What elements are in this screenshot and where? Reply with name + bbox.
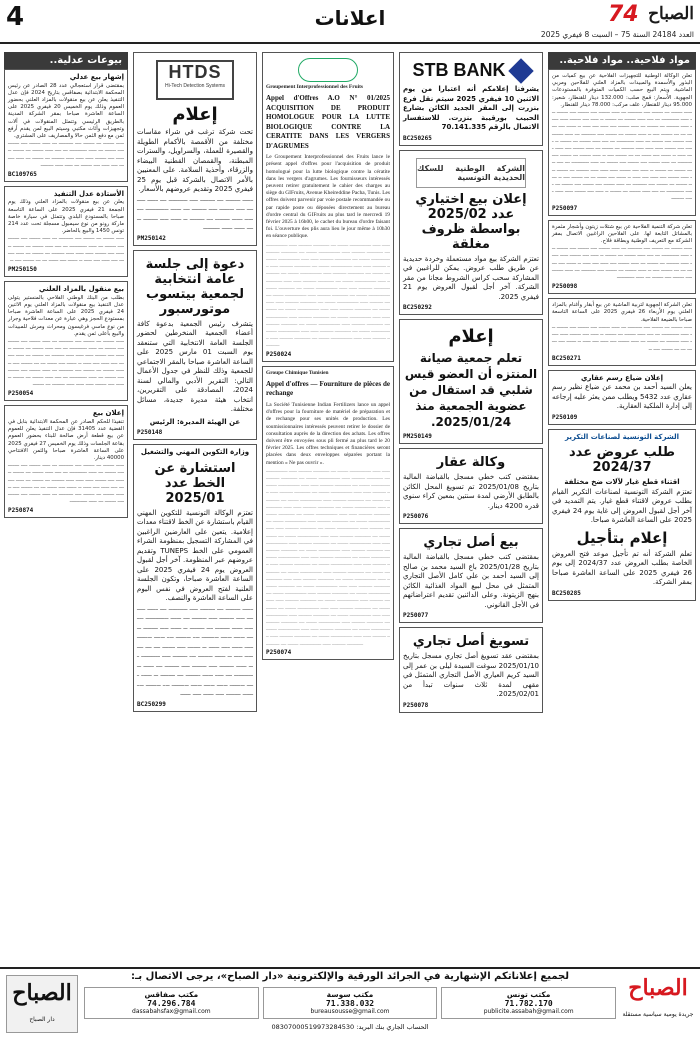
notice-text-filler: ـــــ ـــــــ ـــ ـــــــ ــــ ـــــــــ ـــ ـــــ ـــــــ ــــ ـــــــ ــــ ـــــــ ـــ ـــــ ـــــــــــ ـــ ــــ ـــــ ـــــــ ـــ ـــــــ ــ ـــــ ــــ ـــــــ ـــــ ـــــ ـــــ ــــــــ ـــ ـــــــ ـــ ـــــ ـــــــ ــــ ـــــ ــــ ـــــ ــ ــــــ ــــ ــــــ ـــ ـــ ـــــــ ــــ ــ [8, 235, 124, 264]
ad-body: يشرفنا إعلامكم أنه اعتبارا من يوم الاثنين 10 فيفري 2025 سيتم نقل فرع بنزرت إلى المقر الجديد الكائن بشارع الحبيب بورقيبة بنزرت. للاستفسار الاتصال بالرقم 70.141.335 [403, 85, 539, 131]
ad-body: تعتزم الشركة بيع مواد مستعملة وخردة حديدية عن طريق طلب عروض. يمكن للراغبين في المشاركة سحب كراس الشروط مجانا من مقر الشركة. آخر أجل لقبول العروض يوم 21 فيفري 2025. [403, 254, 539, 301]
notice-text-filler: ـــــ ـــــــ ـــ ـــــــ ــــ ـــــــــ ـــ ـــــ ـــــــ ــــ ـــــــ ــــ ـــــــ ـــ ـــــ ـــــــــــ ـــ ــــ ـــــ ـــــــ ـــ ـــــــ ــ ـــــ ــــ ـــــــ ـــــ ـــــ ـــــ ــــــــ ـــ ـــــــ ـــ ـــــ ـــــــ ــــ ـــــ ــــ ـــــــ ـــ ـــــ ـــــ ــــــــ [8, 140, 124, 168]
column-ads-4 [399, 52, 543, 717]
notice-body: يعلن عن بيع منقولات بالمزاد العلني وذلك يوم الجمعة 21 فيفري 2025 على الساعة التاسعة صباحا بالمستودع البلدي وتتمثل في سيارة خاصة ماركة رونو من نوع سيمبول مسجلة تحت عدد 214 تونس 1450 والبيع بالحاضر. [8, 199, 124, 235]
office-name: مكتب سوسة [326, 990, 374, 999]
ad-reference: P250078 [403, 701, 429, 709]
issue-line: العدد 24184 السنة 75 – السبت 8 فيفري 2025 [540, 30, 694, 39]
notice-judicial-sale [4, 69, 128, 182]
gifruits-logo [298, 58, 358, 82]
ad-body: بمقتضى عقد تسويغ أصل تجاري مسجل بتاريخ 2025/01/10 سوغت السيدة ليلى بن عمر إلى السيد كريم العياري الأصل التجاري المتمثل في مقهى لمدة ثلاث سنوات تبدأ من 2025/02/01. [403, 652, 539, 698]
office-list [84, 987, 616, 1019]
notice-judicial-sale [4, 405, 128, 518]
column-judicial-sales [4, 52, 128, 522]
notice-judicial-sale [4, 281, 128, 401]
page-header [0, 0, 700, 44]
notice-body: يعلن السيد أحمد بن محمد عن ضياع نظير رسم عقاري عدد 5432 ويطلب ممن يعثر عليه إرجاعه إلى إدارة الملكية العقارية. [552, 383, 692, 411]
ad-signature: عن الهيئة المديرة: الرئيس [149, 417, 241, 426]
office-name: مكتب صفاقس [144, 990, 199, 999]
ad-text-filler: ________ ___ _____ ______ __ ____ ________ ___ ___ _____ ______ __ ____ ________ ___ _____ ______ __ ____ ________ ___ ___ _____ ______ __ ____ ________ ___ _____ ______ __ ____ ________ ___ ___ _____ ______ __ ____ ________ ___ _____ ______ __ ____ ________ ___ ___ _____ ______ __ ____ ________ ___ _____ ______ __ ____ ________ ___ ___ _____ ______ __ ____ ________ ___ _____ ______ __ ____ ________ ___ ___ _____ ______ __ ____ ________ ___ _____ ______ __ ____ ________ ___ ___ _____ ______ __ ____ ________ ___ _____ ______ __ ____ ________ ___ ___ _____ ______ __ ____ ________ ___ _____ ______ __ ____ ________ ___ ___ _____ ______ __ ____ ________ ___ _____ ______ __ ____ ________ ___ ___ _____ ______ __ ____ ________ ___ _____ ______ __ ____ ________ ___ ___ _____ ______ __ ____ ________ ___ _____ ______ __ ____ ________ ___ ___ _____ ______ __ ____ ________ ___ _____ ______ __ ____ ________ ___ ___ _____ ______ __ ____ ________ ___ _____ ______ __ ____ ________ ___ ___ _____ ______ __ ____ ________ ___ _____ ______ __ ____ ________ ___ ___ _____ ______ __ ____ ________ ___ _____ ______ __ ____ ________ ___ ___ _____ ______ __ ____ ________ ___ _____ ______ __ ____ ________ ___ ___ _____ ______ __ ____ ________ ___ _____ ______ [266, 466, 390, 646]
ad-title: وكالة عقار [436, 455, 506, 470]
notice-body: بطلب من البنك الوطني الفلاحي بالمنستير يتولى عدل التنفيذ بيع منقولات بالمزاد العلني يوم الاثنين 24 فيفري 2025 على الساعة العاشرة صباحا بمستودع الحجز وهي عبارة عن معدات فلاحية وجرار من نوع ماسي فرغيسون ومحراث ومرش للمبيدات والبيع بأعلى ثمن يقدم. [8, 294, 124, 337]
notice-body: تعلن الشركة الجهوية لتربية الماشية عن بيع أبقار وأغنام بالمزاد العلني يوم الأربعاء 26 فيفري 2025 على الساعة التاسعة صباحا بالضيعة الفلاحية. [552, 302, 692, 323]
org-name: Groupe Chimique Tunisien [266, 369, 329, 376]
notice-title: بيع منقول بالمزاد العلني [39, 285, 124, 294]
notice-judicial-sale [4, 186, 128, 277]
notice-agricultural [548, 69, 696, 216]
ad-title: إعلام [172, 104, 218, 125]
htds-logo [156, 60, 234, 100]
notice-title: إشهار بيع عدلي [69, 73, 124, 81]
org-logo: الشركة الوطنية للسكك الحديدية التونسية [416, 158, 526, 188]
notice-body: بمقتضى قرار استعجالي عدد 28 الصادر عن رئيس المحكمة الابتدائية بصفاقس بتاريخ 2024 فإن عدل التنفيذ يعلن عن بيع منقولات بالمزاد العلني بحضور العموم وذلك يوم الخميس 20 فيفري 2025 على الساعة العاشرة صباحا بمقر الشركة المدينة بالطريق الرئيسي وتتمثل المنقولات في آلات وتجهيزات وأثاث مكتبي وسيتم البيع لمن يقدم أرفع ثمن مع دفع الثمن حالا والمصاريف على المشتري. [8, 82, 125, 139]
column-heading: مواد فلاحية.. مواد فلاحية.. [548, 52, 696, 69]
ad-title: Appel d'Offres A.O N° 01/2025 ACQUISITION DE PRODUIT HOMOLOGUE POUR LA LUTTE BIOLOGIQUE CONTRE LA CERATITE DANS LES VERGERS D'AGRUMES [266, 94, 390, 150]
notice-agricultural [548, 220, 696, 295]
office-phone[interactable]: 74.296.784 [147, 999, 196, 1008]
notice-reference: P250097 [552, 204, 578, 212]
ad-htds [133, 52, 257, 246]
ad-body: تعتزم الشركة التونسية لصناعات التكرير القيام بطلب عروض لاقتناء قطع غيار. يتم التمديد في آخر أجل لقبول العروض إلى غاية يوم 24 فيفري 2025 على الساعة العاشرة صباحا. [552, 487, 692, 525]
ad-body: La Société Tunisienne Indian Fertilizers lance un appel d'offres pour la fourniture de matériel de préparation et de rechange pour ses unités de production. Les soumissionnaires intéressés peuvent retirer le dossier de consultation auprès de la direction des achats. Les offres doivent être envoyées sous pli fermé au plus tard le 20 février 2025. Les offres techniques et financières seront placées dans deux enveloppes séparées portant la mention « Ne pas ouvrir ». [266, 401, 390, 466]
column-agricultural [548, 52, 696, 605]
ad-reference: BC250299 [137, 700, 166, 708]
ad-reference: BC250265 [403, 134, 432, 142]
office-card [441, 987, 616, 1019]
extension-body: تعلم الشركة أنه تم تأجيل موعد فتح العروض الخاصة بطلب العروض عدد 2024/37 إلى يوم 26 فيفري 2025 على الساعة العاشرة صباحا بمقر الشركة. [552, 549, 693, 587]
notice-reference: PM250150 [8, 266, 37, 274]
section-title: اعلانات [314, 6, 386, 30]
ad-resignation [399, 319, 543, 444]
notice-text-filler: ـــــ ـــــــ ـــ ـــــــ ــــ ـــــــــ ـــ ـــــ ـــــــ ــــ ـــــــ ــــ ـــــــ ـــ ـــــ ـــــــــــ ـــ ــــ ـــــ ـــــــ ـــ ـــــــ ــ ـــــ ــــ ـــــــ ـــــ ـــــ ـــــ ــــــــ ـــ ـــــــ ـــ ـــــ ـــــــ ــــ ـــــ ــــ ـــــ ــ ــــــ ــــ ــــــ ـــ ـــ ـــــــ ــــ ــ ـــــ ـــــــ ـــ ـــــــ ــــ ـــــــــ ـــ ـــــ ـــــــ ــــ ـــــــ ــــ ـــــــ ـــ ـــــ ـــــــــــ ـــ ــــ ـــــ ـــــــ ـــ ـــــــ ــ ـــــ ــــ ـــــــ ـــــ ـــــ ـــــ ــــــــ ـــ ـــــــ ـــ ـــــ ـــــــ ــــ ـــــ ــــ ـــــ ــ ــــــ ــــ ــــــ ـــ ـــ ـــــــ ــــ ــ ـــــ ـــــــ ـــ ـــــــ ــــ ـــــــــ ـــ ـــــ ـــــــ ــــ ـــــــ ــــ ـــــــ ـــ ـــــ ـــــــــــ ـــ ــــ ـــــ ـــــــ ـــ ـــــــ ــ ـــــ ــــ ـــــــ ـــــ ـــــ ـــــ ــــــــ ـــ ـــــــ ـــ ـــــ ـــــــ ــــ ـــــ ــــ ـــــ ــ ــــــ ــــ ــــــ ـــ ـــ ـــــــ ــــ ــ ـــــ ـــــــ ـــ ـــــــ ــــ ـــــــــ ـــ ـــــ ـــــــ ــــ ـــــــ ــــ ـــــــ ـــ ـــــ ـــــــــــ ـــ ــــ ـــــ ـــــــ ـــ ـــــــ ــ ـــــ ــــ ـــــــ ـــــ ـــــ ـــــ ــــــــ [552, 109, 692, 202]
footer-headline: لجميع إعلاناتكم الإشهارية في الجرائد الورقية والإلكترونية «دار الصباح»، يرجى الاتصال بـ: [130, 971, 569, 982]
ad-title: Appel d'offres — Fourniture de pièces de rechange [266, 379, 390, 398]
ad-title: إعلام [448, 326, 494, 347]
notice-reference: BC109765 [8, 170, 37, 178]
stb-name: STB BANK [412, 60, 506, 80]
ad-text-filler: ـــــ ـــــــ ـــ ـــــــ ــــ ـــــــــ ـــ ـــــ ـــــــ ــــ ـــــــ ــــ ـــــــ ـــ ـــــ ـــــــــــ ـــ ــــ ـــــ ـــــــ ـــ ـــــــ ــ ـــــ ــــ ـــــــ ـــــ ـــــ ـــــ ــــــــ ـــ ـــــــ ـــ ـــــ ـــــــ ــــ ـــــ ــــ ـــــ ــ ــــــ ــــ ــــــ ـــ ـــ ـــــــ ــــ ــ ـــــ ـــــــ ـــ ـــــــ ــــ ـــــــــ ـــ ـــــ ـــــــ ــــ ـــــــ ــــ ـــــــ ـــ ـــــ ـــــــــــ ـــ ــــ ـــــ ـــــــ ـــ ـــــــ ــ ـــــ ــــ ـــــــ ـــــ ـــــ ـــــ ــــــــ ـــ ـــــــ ـــ ـــــ ـــــــ ــــ ـــــ ــــ ـــــ [137, 603, 253, 697]
newspaper-logo [608, 2, 694, 28]
footer-account: الحساب الجاري بنك البريد: 08307000519973284530 [271, 1023, 429, 1031]
ad-optional-sale [399, 150, 543, 316]
footer-logo-sub: دار الصباح [29, 1016, 55, 1023]
notice-title: إعلان بيع [92, 409, 124, 418]
ad-title: بيع أصل تجاري [423, 535, 519, 550]
notice-body: تنفيذا للحكم الصادر عن المحكمة الابتدائية بنابل في القضية عدد 31405 فإن عدل التنفيذ يعلن للعموم عن بيع قطعة أرض صالحة للبناء بحضور العموم بقاعة الجلسات وذلك يوم الخميس 27 فيفري 2025 على الساعة العاشرة صباحا والثمن الافتتاحي 40000 دينار. [8, 418, 124, 461]
column-ads-2 [133, 52, 257, 716]
office-phone[interactable]: 71.338.032 [325, 999, 375, 1008]
ad-reference: P250077 [403, 612, 429, 619]
ad-reference: P250148 [137, 429, 163, 436]
htds-logo-main: HTDS [168, 62, 222, 82]
ad-business-sale [399, 528, 543, 623]
footer-logo-text: الصباح [12, 980, 72, 1006]
extension-title: إعلام بتأجيل [576, 528, 668, 547]
ad-body: تعتزم الوكالة التونسية للتكوين المهني القيام باستشارة عن الخط لاقتناء معدات إعلامية. يتعين على العارضين الراغبين في المشاركة التسجيل بمنظومة الشراء العمومي على الخط TUNEPS وتقديم عروضهم عبر المنظومة. آخر أجل لقبول العروض يوم 24 فيفري 2025 على الساعة العاشرة صباحا، وتكون الجلسة العلنية لفتح العروض في نفس اليوم على الساعة العاشرة والنصف. [137, 508, 253, 602]
notice-reference: P250109 [552, 413, 578, 421]
ad-body: تعلم جمعية صيانة المنتزه أن العضو قيس شلبي قد استقال من عضوية الجمعية منذ 2025/01/24. [404, 351, 538, 429]
logo-name: الصباح [648, 4, 694, 24]
notice-title: إعلان ضياع رسم عقاري [580, 373, 664, 382]
ad-text-filler: ـــــ ـــــــ ـــ ـــــــ ــــ ـــــــــ ـــ ـــــ ـــــــ ــــ ـــــــ ــــ ـــــــ ـــ ـــــ ـــــــــــ ـــ ــــ ـــــ ـــــــ ـــ ـــــــ ــ ـــــ ــــ ـــــــ ـــــ ـــــ ـــــ ــــــــ [137, 194, 253, 231]
notice-body: تعلن الوكالة الوطنية للتجهيزات الفلاحية عن بيع كميات من البذور والأسمدة والمبيدات بالمزاد العلني للفلاحين ومربي الماشية. ويتم البيع حسب الكميات المتوفرة بالمستودعات الجهوية. الأسعار: قمح صلب: 132.000 دينار للقنطار، شعير: 95.000 دينار للقنطار، علف مركب: 78.000 دينار للقنطار. [552, 73, 693, 108]
notice-text-filler: ـــــ ـــــــ ـــ ـــــــ ــــ ـــــــــ ـــ ـــــ ـــــــ ــــ ـــــــ ــــ ـــــــ ـــ ـــــ ـــــــــــ ـــ ــــ ـــــ ـــــــ ـــ ـــــــ ــ ـــــ ــــ ـــــــ ـــــ ـــــ ـــــ ــــــــ ـــ ـــــــ ـــ ـــــ ـــــــ ــــ ـــــ ــــ ـــــ ــ ــــــ ــــ ــــــ ـــ ـــ ـــــــ ــــ ــ ـــــ ـــــــ ـــ ـــــــ ــــ ـــــــــ ـــ ـــــ ـــــــ ــــ ـــــــ ــــ ـــــــ ـــ ـــــ ـــــــــــ [552, 245, 692, 281]
ad-reference: P250024 [266, 350, 292, 358]
ad-consultation [133, 444, 257, 712]
notice-lost-deed [548, 370, 696, 425]
ad-real-estate-agency [399, 448, 543, 524]
htds-logo-sub: Hi-Tech Detection Systems [164, 83, 226, 89]
notice-reference: P250098 [552, 283, 578, 291]
ad-stir-tender [548, 429, 696, 601]
notice-reference: P250874 [8, 507, 34, 515]
ad-subtitle: اقتناء قطع غيار لآلات ضخ مختلفة [564, 478, 680, 487]
ad-title: استشارة عن الخط عدد 2025/01 [154, 460, 236, 506]
footer-logo-sub: جريدة يومية سياسية مستقلة [622, 1011, 694, 1018]
ad-body: يتشرف رئيس الجمعية بدعوة كافة أعضاء الجمعية المنخرطين لحضور الجلسة العامة الانتخابية التي ستنعقد يوم السبت 01 مارس 2025 على الساعة العاشرة صباحا بالمقر الاجتماعي للجمعية وذلك للنظر في جدول الأعمال التالي: التقرير الأدبي والمالي لسنة 2024، المصادقة على التقريرين، انتخاب هيئة مديرة جديدة، مسائل مختلفة. [137, 319, 253, 413]
logo-number: 74 [608, 2, 639, 27]
office-card [263, 987, 438, 1019]
page-footer [0, 967, 700, 1037]
notice-agricultural [548, 298, 696, 365]
ad-reference: PM250142 [137, 234, 166, 242]
ad-title: تسويغ أصل تجاري [412, 634, 530, 649]
ad-gifruits [262, 52, 394, 362]
ad-body: بمقتضى كتب خطي مسجل بالقباضة المالية بتاريخ 2025/01/08 تم تسويغ المحل الكائن بالطابق الأرضي لمدة سنتين بمعين كراء سنوي قدره 4200 دينار. [403, 473, 540, 510]
notice-reference: P250054 [8, 390, 34, 398]
notice-text-filler: ـــــ ـــــــ ـــ ـــــــ ــــ ـــــــــ ـــ ـــــ ـــــــ ــــ ـــــــ ــــ ـــــــ ـــ ـــــ ـــــــــــ ـــ ــــ ـــــ ـــــــ ـــ ـــــــ ــ ـــــ ــــ ـــــــ ـــــ ـــــ ـــــ ــــــــ ـــ ـــــــ ـــ ـــــ ـــــــ ــــ ـــــ ــــ ـــــ ــ ــــــ ــــ ــــــ ـــ ـــ ـــــــ ــــ ــ [552, 323, 692, 352]
ad-reference: BC250285 [552, 589, 581, 597]
notice-body: تعلن شركة التنمية الفلاحية عن بيع شتلات زيتون وأشجار مثمرة بالمشاتل التابعة لها. على الفلاحين الراغبين الاتصال بمقر الشركة مع التعريف الوطنية وبطاقة فلاح. [552, 223, 692, 245]
office-card [84, 987, 259, 1019]
column-heading: بيوعات عدلية.. [4, 52, 128, 69]
ad-reference: P250076 [403, 513, 429, 520]
ad-title: طلب عروض عدد 2024/37 [569, 445, 675, 476]
ad-business-lease [399, 627, 543, 713]
company-name: الشركة التونسية لصناعات التكرير [564, 432, 679, 441]
ad-stb-bank [399, 52, 543, 146]
footer-logo-right [622, 975, 694, 1033]
ad-title: دعوة إلى جلسة عامة انتخابية لجمعية بيتسوب موتورسبور [145, 256, 245, 317]
ad-reference: BC250292 [403, 304, 432, 311]
page-number: 4 [6, 2, 25, 32]
ad-body: تحت شركة ترغب في شراء مقاسات مختلفة من الأقمصة بالأكمام الطويلة والقصيرة للعملة، والسراويل، والسترات المبطنة، والقمصان القطنية البيضاء والزرقاء، وأحذية السلامة. على المعنيين بالأمر الاتصال بالشركة قبل يوم 25 فيفري 2025 وتقديم عروضهم بالأسعار. [137, 128, 253, 193]
notice-title: الأستاذة عدل التنفيذ [53, 189, 124, 198]
office-email[interactable]: publicite.assabah@gmail.com [483, 1008, 574, 1015]
ad-gct [262, 366, 394, 660]
ad-body: بمقتضى كتب خطي مسجل بالقباضة المالية بتاريخ 2025/01/28 باع السيد محمد بن صالح إلى السيد أحمد بن علي كامل الأصل التجاري المتمثل في محل لبيع المواد الغذائية الكائن بنهج الزيتونة. وعلى الدائنين تقديم اعتراضاتهم في الأجل القانوني. [403, 553, 539, 609]
org-name: Groupement Interprofessionnel des Fruits [266, 84, 363, 90]
stb-logo-icon [508, 58, 533, 83]
ad-text-filler: ________ ___ _____ ______ __ ____ ________ ___ ___ _____ ______ __ ____ ________ ___ _____ ______ __ ____ ________ ___ ___ _____ ______ __ ____ ________ ___ _____ ______ __ ____ ________ ___ ___ _____ ______ __ ____ ________ ___ _____ ______ __ ____ ________ ___ ___ _____ ______ __ ____ ________ ___ _____ ______ __ ____ ________ ___ ___ _____ ______ __ ____ ________ ___ _____ ______ __ ____ ________ ___ ___ _____ ______ __ ____ ________ ___ _____ ______ __ ____ ________ ___ ___ _____ ______ __ ____ ________ ___ _____ ______ __ ____ ________ ___ ___ _____ ______ __ ____ ________ ___ _____ ______ __ ____ ________ ___ ___ _____ ______ __ ____ ________ ___ _____ ______ __ ____ ________ ___ ___ _____ ______ [266, 240, 390, 348]
ad-body: Le Groupement Interprofessionnel des Fruits lance le présent appel d'offres pour l'acquisition de produit homologué pour la lutte biologique contre la cératite dans les vergers d'agrumes. Les fournisseurs intéressés peuvent retirer gratuitement le cahier des charges au siège du GIFruits, Avenue Kheireddine Pacha, Tunis. Les offres doivent parvenir par voie postale recommandée ou par rapide poste ou déposées directement au bureau d'ordre central du GIFruits au plus tard le mercredi 19 février 2025 à 16h00, le cachet du bureau d'ordre faisant foi. L'ouverture des plis aura lieu le jour même à 10h30 en séance publique. [266, 154, 390, 240]
office-name: مكتب تونس [506, 990, 551, 999]
office-phone[interactable]: 71.782.170 [504, 999, 553, 1008]
ad-general-assembly [133, 250, 257, 441]
notice-text-filler: ـــــ ـــــــ ـــ ـــــــ ــــ ـــــــــ ـــ ـــــ ـــــــ ــــ ـــــــ ــــ ـــــــ ـــ ـــــ ـــــــــــ ـــ ــــ ـــــ ـــــــ ـــ ـــــــ ــ ـــــ ــــ ـــــــ ـــــ ـــــ ـــــ ــــــــ ـــ ـــــــ ـــ ـــــ ـــــــ ــــ ـــــ ــــ ـــــ ــ ــــــ ــــ ــــــ ـــ ـــ ـــــــ ــــ ــ ـــــ ـــــــ ـــ ـــــــ ــــ ـــــــــ ـــ ـــــ ـــــــ ــــ ـــــــ ــــ ـــــــ ـــ ـــــ ـــــــــــ ـــ ــــ ـــــ ـــــــ ـــ ـــــــ ــ ـــــ ــــ ـــــــ ـــــ ـــــ ـــــ ــــــــ ـــ ـــــــ [8, 337, 124, 388]
ad-title: إعلان بيع اختياري عدد 2025/02 بواسطة ظروف مغلقة [415, 191, 527, 252]
notice-reference: BC250271 [552, 354, 581, 362]
ad-reference: PM250149 [403, 433, 432, 440]
ministry-name: وزارة التكوين المهني والتشغيل [140, 448, 250, 456]
notice-text-filler: ـــــ ـــــــ ـــ ـــــــ ــــ ـــــــــ ـــ ـــــ ـــــــ ــــ ـــــــ ــــ ـــــــ ـــ ـــــ ـــــــــــ ـــ ــــ ـــــ ـــــــ ـــ ـــــــ ــ ـــــ ــــ ـــــــ ـــــ ـــــ ـــــ ــــــــ ـــ ـــــــ ـــ ـــــ ـــــــ ــــ ـــــ ــــ ـــــ ــ ــــــ ــــ ــــــ ـــ ـــ ـــــــ ــــ ــ ـــــ ـــــــ ـــ ـــــــ ــــ ـــــــــ ـــ ـــــ ـــــــ ــــ ـــــــ ــــ ـــــــ ـــ ـــــ ـــــــــــ [8, 462, 124, 505]
column-ads-3 [262, 52, 394, 664]
office-email[interactable]: dassabahsfax@gmail.com [132, 1008, 211, 1015]
ad-reference: P250074 [266, 648, 292, 656]
footer-logo-text: الصباح [628, 975, 688, 1001]
stb-logo [403, 60, 539, 81]
footer-logo-left [6, 975, 78, 1033]
office-email[interactable]: bureausousse@gmail.com [310, 1008, 390, 1015]
